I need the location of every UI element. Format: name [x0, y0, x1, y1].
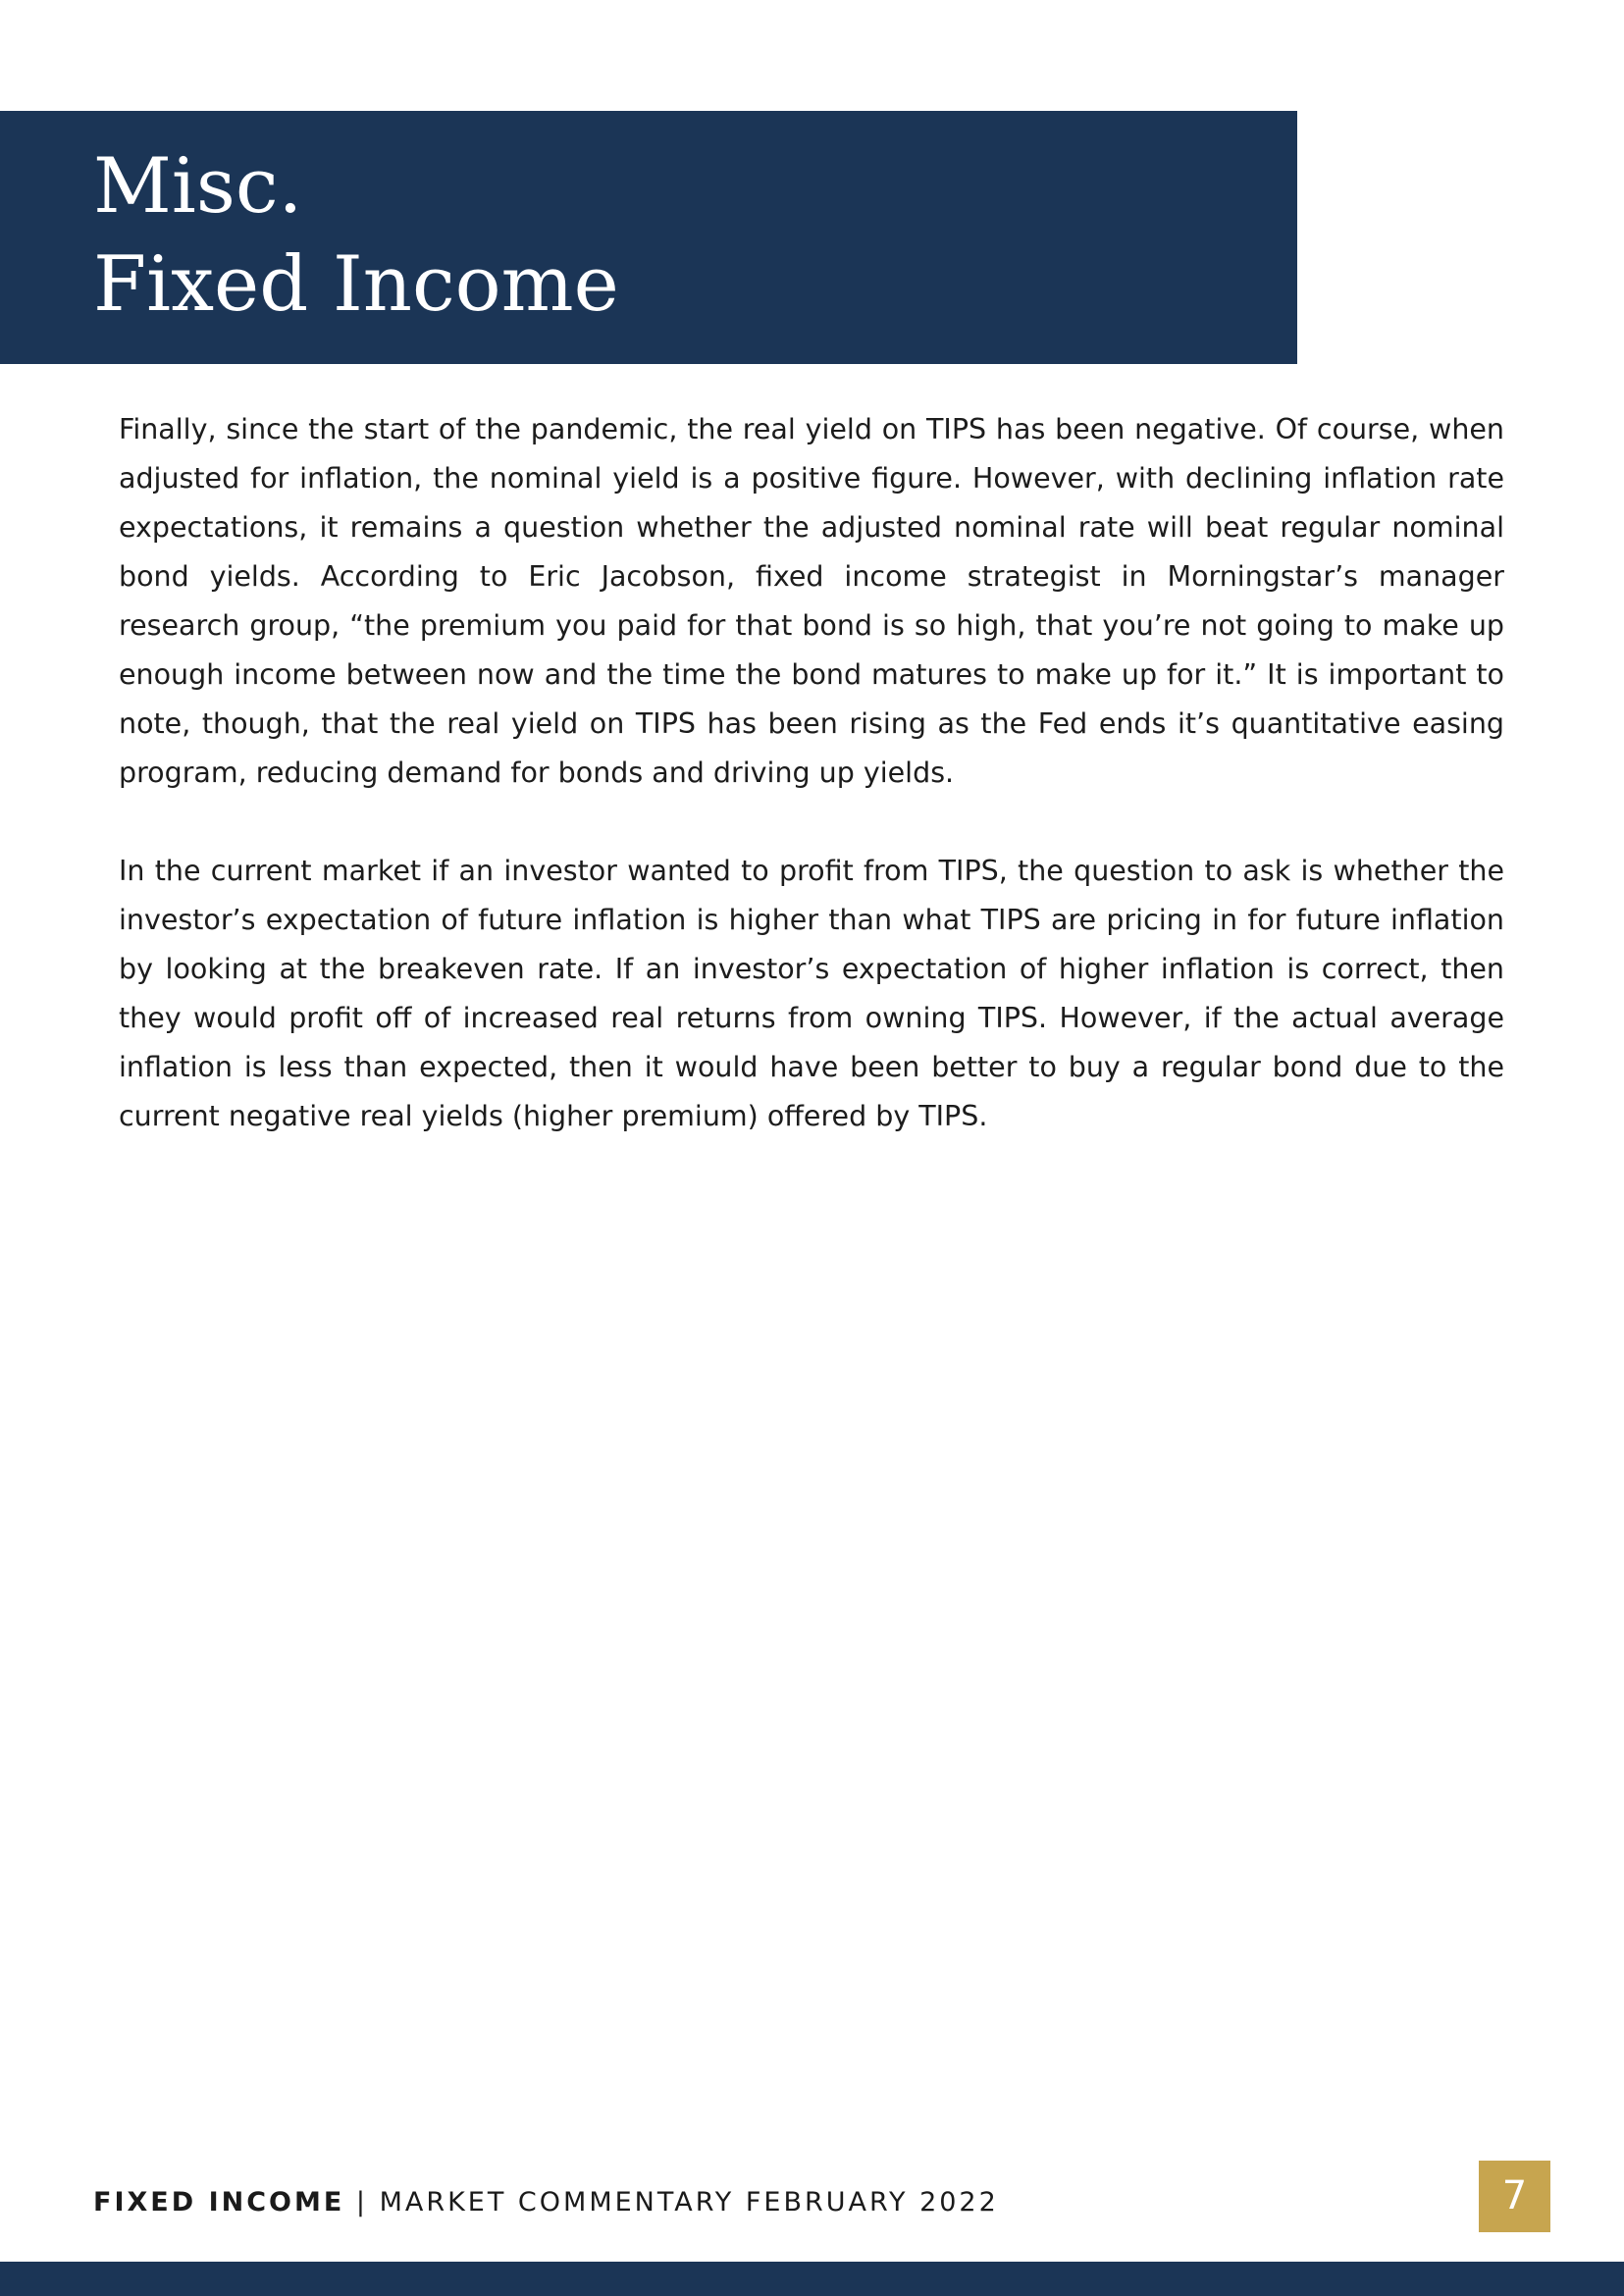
footer-publication: MARKET COMMENTARY FEBRUARY 2022	[379, 2187, 999, 2218]
bottom-band	[0, 2262, 1624, 2296]
footer-label	[93, 2183, 999, 2222]
paragraph-1: Finally, since the start of the pandemic, the real yield on TIPS has been negative. Of course, when adjusted for inflation, the nominal yield is a positive figure. However, with declining inflation rate expectations, it remains a question whether the adjusted nominal rate will beat regular nominal bond yields. According to Eric Jacobson, fixed income strategist in Morningstar’s manager research group, “the premium you paid for that bond is so high, that you’re not going to make up enough income between now and the time the bond matures to make up for it.” It is important to note, though, that the real yield on TIPS has been rising as the Fed ends it’s quantitative easing program, reducing demand for bonds and driving up yields.	[119, 413, 1504, 789]
page-title	[93, 137, 619, 334]
page-title-line-1: Misc.	[93, 142, 303, 231]
paragraph-2: In the current market if an investor wanted to profit from TIPS, the question to ask is whether the investor’s expectation of future inflation is higher than what TIPS are pricing in for future inflation by looking at the breakeven rate. If an investor’s expectation of higher inflation is correct, then they would profit off of increased real returns from owning TIPS. However, if the actual average inflation is less than expected, then it would have been better to buy a regular bond due to the current negative real yields (higher premium) offered by TIPS.	[119, 855, 1504, 1132]
footer-section-name: FIXED INCOME	[93, 2187, 345, 2218]
footer-separator: |	[344, 2187, 380, 2218]
page-title-line-2: Fixed Income	[93, 240, 619, 329]
body-text	[119, 405, 1504, 1190]
page-number-badge: 7	[1479, 2161, 1550, 2232]
